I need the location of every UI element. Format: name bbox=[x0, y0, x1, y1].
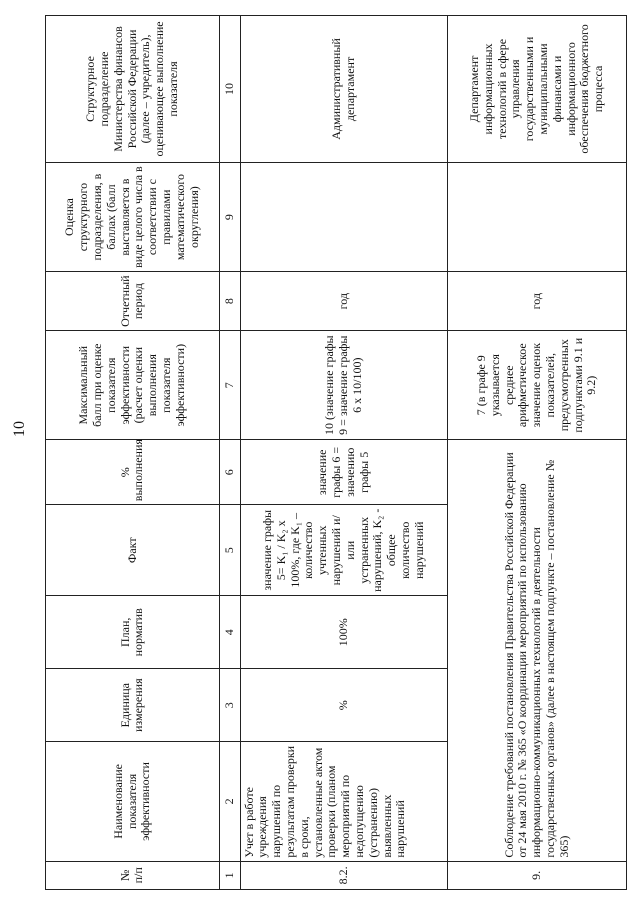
plan-cell: 100% bbox=[240, 596, 448, 669]
column-number: 8 bbox=[219, 272, 240, 331]
column-number: 10 bbox=[219, 16, 240, 163]
indicators-table bbox=[45, 15, 627, 890]
period-cell: год bbox=[448, 272, 627, 331]
header-period: Отчетный период bbox=[46, 272, 220, 331]
header-row bbox=[46, 16, 220, 890]
score-cell bbox=[448, 162, 627, 271]
indicator-name: Учет в работе учреждения нарушений по результатам проверки в сроки, установленные актом проверки (планом мероприятий по недопущению (устранению) выявленных нарушений bbox=[240, 742, 448, 862]
table-row bbox=[448, 16, 627, 890]
column-number-row bbox=[219, 16, 240, 890]
table-row bbox=[240, 16, 448, 890]
column-number: 7 bbox=[219, 331, 240, 440]
period-cell: год bbox=[240, 272, 448, 331]
fact-cell: значение графы 5= K₁ / K₂ x 100%, где K₁ – количество учтенных нарушений и/или устраненных нарушений, K₂ - общее количество нарушений bbox=[240, 505, 448, 596]
header-percent: % выполнения bbox=[46, 440, 220, 505]
column-number: 4 bbox=[219, 596, 240, 669]
score-cell bbox=[240, 162, 448, 271]
percent-cell: значение графы 6 = значению графы 5 bbox=[240, 440, 448, 505]
max-score-cell: 7 (в графе 9 указывается среднее арифметическое значение оценок показателей, предусмотренных подпунктами 9.1 и 9.2) bbox=[448, 331, 627, 440]
department-cell: Департамент информационных технологий в сфере управления государственными и муниципальными финансами и информационного обеспечения бюджетного процесса bbox=[448, 16, 627, 163]
header-plan: План, норматив bbox=[46, 596, 220, 669]
header-id: № п/п bbox=[46, 861, 220, 889]
column-number: 3 bbox=[219, 669, 240, 742]
header-department: Структурное подразделение Министерства финансов Российской Федерации (далее – учредитель), оценивающее выполнение показателя bbox=[46, 16, 220, 163]
header-unit: Единица измерения bbox=[46, 669, 220, 742]
department-cell: Административный департамент bbox=[240, 16, 448, 163]
column-number: 2 bbox=[219, 742, 240, 862]
row-id: 9. bbox=[448, 861, 627, 889]
table-container bbox=[45, 15, 627, 890]
header-fact: Факт bbox=[46, 505, 220, 596]
column-number: 1 bbox=[219, 861, 240, 889]
column-number: 9 bbox=[219, 162, 240, 271]
page-number: 10 bbox=[11, 421, 28, 437]
max-score-cell: 10 (значение графы 9 = значение графы 6 х 10/100) bbox=[240, 331, 448, 440]
indicator-name-merged: Соблюдение требований постановления Правительства Российской Федерации от 24 мая 2010 г. № 365 «О координации мероприятий по использованию информационно-коммуникационных технологий в деятельности государственных органов» (далее в настоящем подпункте – постановление № 365) bbox=[448, 440, 627, 861]
header-name: Наименование показателя эффективности bbox=[46, 742, 220, 862]
row-id: 8.2. bbox=[240, 861, 448, 889]
unit-cell: % bbox=[240, 669, 448, 742]
rotated-table-frame bbox=[45, 15, 627, 890]
header-max-score: Максимальный балл при оценке показателя эффективности (расчет оценки выполнения показателя эффективности) bbox=[46, 331, 220, 440]
column-number: 6 bbox=[219, 440, 240, 505]
column-number: 5 bbox=[219, 505, 240, 596]
header-score: Оценка структурного подразделения, в баллах (балл выставляется в виде целого числа в соответствии с правилами математического округления) bbox=[46, 162, 220, 271]
